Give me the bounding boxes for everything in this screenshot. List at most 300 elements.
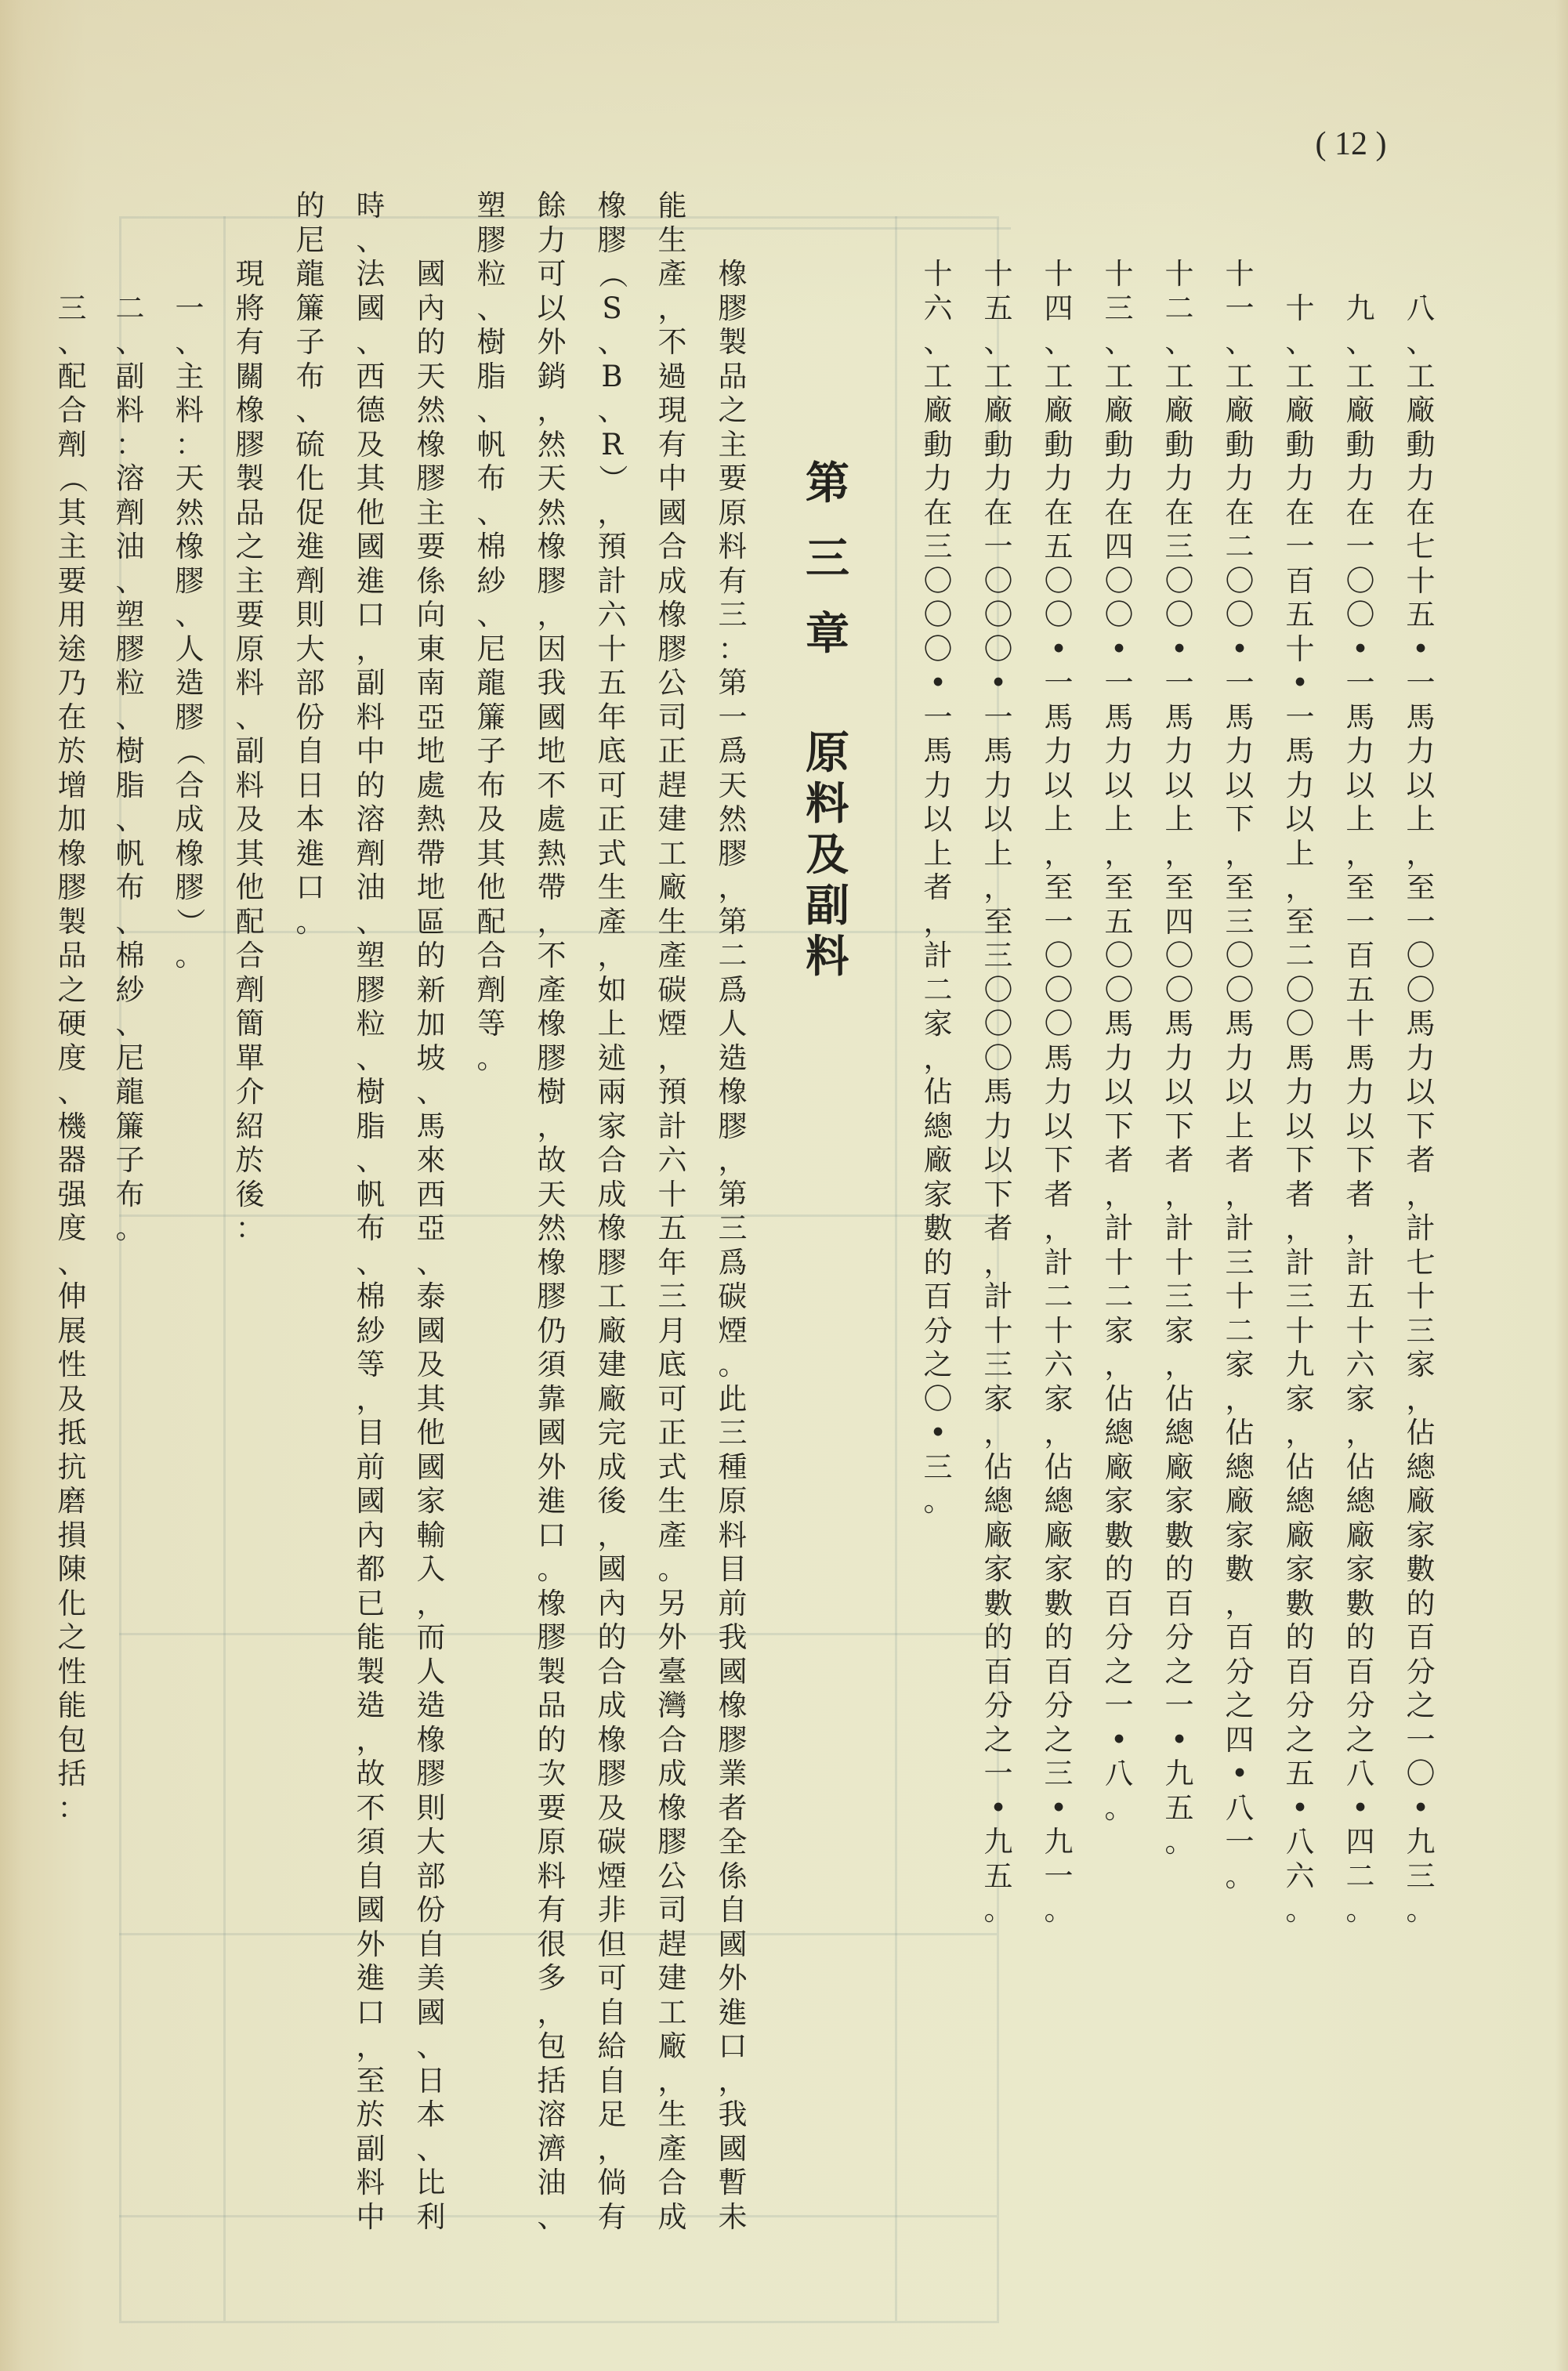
glyph: 泰 <box>416 1280 446 1314</box>
glyph: 十 <box>923 257 953 291</box>
glyph: 促 <box>295 495 325 530</box>
glyph: 樹 <box>537 1075 567 1109</box>
glyph: 〇 <box>1406 1757 1436 1791</box>
glyph: 計 <box>1164 1211 1194 1246</box>
glyph: 。 <box>537 1552 567 1587</box>
glyph: 二 <box>1225 1313 1255 1348</box>
glyph: 趕 <box>657 1927 687 1961</box>
glyph: 廠 <box>1164 393 1194 428</box>
glyph: 力 <box>1285 462 1315 496</box>
glyph: 八 <box>1406 291 1436 325</box>
glyph: 橡 <box>537 1007 567 1041</box>
glyph: 料 <box>235 768 265 802</box>
glyph: • <box>1231 1757 1248 1791</box>
glyph: 有 <box>718 563 748 598</box>
glyph: 塑 <box>476 189 506 223</box>
glyph: 至 <box>1164 871 1194 905</box>
glyph: 以 <box>1044 768 1074 802</box>
glyph: ， <box>1164 836 1194 871</box>
glyph: 八 <box>1104 1757 1134 1791</box>
glyph: 橡 <box>235 393 265 428</box>
glyph: 〇 <box>1044 972 1074 1007</box>
glyph: 膠 <box>718 291 748 325</box>
glyph: 自 <box>718 1893 748 1928</box>
glyph: 〇 <box>923 632 953 666</box>
glyph: ， <box>356 632 386 666</box>
glyph: 、 <box>1345 325 1375 360</box>
glyph: 橡 <box>416 427 446 462</box>
glyph: 。 <box>983 1893 1013 1928</box>
glyph: 力 <box>1225 734 1255 769</box>
glyph: 美 <box>416 1961 446 1996</box>
glyph: 〇 <box>1285 972 1315 1007</box>
glyph: 馬 <box>1345 1041 1375 1075</box>
glyph: 廠 <box>597 1381 627 1416</box>
glyph: • <box>1412 632 1429 666</box>
glyph: 總 <box>983 1484 1013 1519</box>
glyph: 〇 <box>923 1381 953 1416</box>
glyph: 馬 <box>1044 1041 1074 1075</box>
glyph: 、 <box>356 904 386 939</box>
glyph: 者 <box>1164 1143 1194 1178</box>
glyph: 臺 <box>657 1654 687 1689</box>
glyph: 力 <box>1044 462 1074 496</box>
glyph: 都 <box>356 1552 386 1587</box>
glyph: 者 <box>923 871 953 905</box>
glyph: 後 <box>597 1484 627 1519</box>
glyph: 三 <box>1044 1757 1074 1791</box>
glyph: 造 <box>416 1689 446 1723</box>
glyph: 〇 <box>1345 598 1375 632</box>
glyph: • <box>929 666 947 700</box>
glyph: 我 <box>718 2098 748 2132</box>
glyph: ， <box>537 598 567 632</box>
glyph: 。 <box>115 1211 145 1246</box>
glyph: 〇 <box>1225 939 1255 973</box>
glyph: 佔 <box>1225 1416 1255 1450</box>
glyph: 橡 <box>597 1722 627 1757</box>
bleed-through-rule <box>895 216 897 2321</box>
glyph: 廠 <box>1345 393 1375 428</box>
glyph: 分 <box>1406 1654 1436 1689</box>
glyph: 以 <box>1104 1075 1134 1109</box>
glyph: 一 <box>983 700 1013 734</box>
glyph: 用 <box>57 598 87 632</box>
glyph: 佔 <box>1285 1450 1315 1484</box>
glyph: 廠 <box>1345 1518 1375 1552</box>
glyph: 目 <box>718 1552 748 1587</box>
glyph: 合 <box>57 393 87 428</box>
glyph: 法 <box>356 257 386 291</box>
glyph: 種 <box>718 1450 748 1484</box>
glyph: 〇 <box>1044 563 1074 598</box>
glyph: 趕 <box>657 768 687 802</box>
glyph: 一 <box>1044 666 1074 700</box>
list-item-15 <box>980 257 1016 1928</box>
glyph: 十 <box>1345 1313 1375 1348</box>
glyph: 五 <box>1406 598 1436 632</box>
glyph: 膠 <box>537 1280 567 1314</box>
glyph: 造 <box>175 666 205 700</box>
glyph: 橡 <box>718 1075 748 1109</box>
glyph: 利 <box>416 2199 446 2234</box>
glyph: 橡 <box>175 530 205 564</box>
glyph: 之 <box>1164 1654 1194 1689</box>
glyph: 現 <box>657 393 687 428</box>
glyph: 的 <box>1104 1552 1134 1587</box>
glyph: 份 <box>295 700 325 734</box>
glyph: 廠 <box>1044 1518 1074 1552</box>
glyph: 能 <box>657 189 687 223</box>
glyph: 、 <box>1044 325 1074 360</box>
glyph: 力 <box>1164 734 1194 769</box>
glyph: 簾 <box>476 700 506 734</box>
glyph: 百 <box>1406 1620 1436 1655</box>
glyph: 三 <box>983 1348 1013 1382</box>
glyph: 數 <box>1406 1552 1436 1587</box>
glyph: 之 <box>1345 1722 1375 1757</box>
glyph: 廠 <box>1225 393 1255 428</box>
glyph: ： <box>718 632 748 666</box>
glyph: 總 <box>1164 1416 1194 1450</box>
glyph: 五 <box>597 666 627 700</box>
glyph: 年 <box>597 700 627 734</box>
glyph: 本 <box>416 2098 446 2132</box>
list-item-11 <box>1222 257 1258 1893</box>
glyph: 第 <box>718 904 748 939</box>
glyph: 馬 <box>983 1075 1013 1109</box>
glyph: 濟 <box>537 2131 567 2166</box>
glyph: 力 <box>1345 734 1375 769</box>
glyph: ， <box>1104 836 1134 871</box>
glyph: 中 <box>356 2199 386 2234</box>
glyph: 、 <box>295 393 325 428</box>
glyph: ， <box>657 2063 687 2098</box>
glyph: 、 <box>597 325 627 360</box>
glyph: 配 <box>476 904 506 939</box>
glyph: 輸 <box>416 1518 446 1552</box>
glyph: 副 <box>356 2131 386 2166</box>
glyph: 上 <box>1164 802 1194 837</box>
glyph: 國 <box>718 1927 748 1961</box>
glyph: 廠 <box>923 393 953 428</box>
glyph: 、 <box>983 325 1013 360</box>
glyph: 化 <box>57 1586 87 1620</box>
glyph: 。 <box>718 1348 748 1382</box>
glyph: 〇 <box>1406 939 1436 973</box>
glyph: 佔 <box>983 1450 1013 1484</box>
glyph: 五 <box>1345 972 1375 1007</box>
glyph: 中 <box>657 462 687 496</box>
glyph: 、 <box>57 1075 87 1109</box>
glyph: 膠 <box>718 1722 748 1757</box>
glyph: 三 <box>718 1211 748 1246</box>
glyph: 十 <box>1285 632 1315 666</box>
glyph: 月 <box>657 1313 687 1348</box>
glyph: 之 <box>57 1620 87 1655</box>
glyph: 六 <box>1345 1348 1375 1382</box>
glyph: 很 <box>537 1927 567 1961</box>
glyph: 〇 <box>1164 563 1194 598</box>
glyph: 家 <box>1104 1313 1134 1348</box>
glyph: 橡 <box>537 530 567 564</box>
glyph: 廠 <box>1285 393 1315 428</box>
glyph: 以 <box>537 291 567 325</box>
glyph: • <box>1171 1722 1188 1757</box>
glyph: 成 <box>175 802 205 837</box>
glyph: 爲 <box>718 972 748 1007</box>
glyph: 上 <box>597 1007 627 1041</box>
glyph: 一 <box>1285 530 1315 564</box>
glyph: 的 <box>1164 1552 1194 1587</box>
glyph: 不 <box>537 768 567 802</box>
glyph: 倘 <box>597 2166 627 2200</box>
glyph: 料 <box>356 2166 386 2200</box>
glyph: 百 <box>1164 1586 1194 1620</box>
glyph: 計 <box>1345 1245 1375 1280</box>
glyph: 〇 <box>1164 939 1194 973</box>
glyph: 成 <box>597 1689 627 1723</box>
glyph: 三 <box>1225 904 1255 939</box>
glyph: 之 <box>983 1722 1013 1757</box>
glyph: 。 <box>175 939 205 973</box>
glyph: 數 <box>1104 1518 1134 1552</box>
body-column-3 <box>594 189 630 2234</box>
glyph: 。 <box>1345 1893 1375 1928</box>
glyph: 强 <box>57 1177 87 1211</box>
glyph: 數 <box>1044 1586 1074 1620</box>
glyph: 給 <box>597 2029 627 2064</box>
glyph: 棉 <box>476 530 506 564</box>
glyph: 膠 <box>356 972 386 1007</box>
glyph: 伸 <box>57 1280 87 1314</box>
glyph: 百 <box>923 1280 953 1314</box>
glyph: 故 <box>537 1143 567 1178</box>
glyph: 二 <box>1285 939 1315 973</box>
glyph: 比 <box>416 2166 446 2200</box>
glyph: 下 <box>1104 1109 1134 1143</box>
glyph: 計 <box>1044 1245 1074 1280</box>
glyph: 樹 <box>115 734 145 769</box>
glyph: 大 <box>295 632 325 666</box>
glyph: 〇 <box>1164 598 1194 632</box>
glyph: 關 <box>235 359 265 393</box>
glyph: 至 <box>1104 871 1134 905</box>
glyph: 生 <box>657 904 687 939</box>
glyph: 自 <box>597 2063 627 2098</box>
glyph: 煙 <box>657 1007 687 1041</box>
glyph: 分 <box>1164 1620 1194 1655</box>
glyph: 可 <box>597 768 627 802</box>
glyph: 廠 <box>1164 1450 1194 1484</box>
glyph: 主 <box>416 495 446 530</box>
glyph: 三 <box>1164 1280 1194 1314</box>
glyph: ， <box>1285 1416 1315 1450</box>
glyph: 馬 <box>1104 1007 1134 1041</box>
glyph: 百 <box>1044 1654 1074 1689</box>
glyph: 布 <box>476 768 506 802</box>
glyph: 至 <box>1406 871 1436 905</box>
glyph: 廠 <box>983 393 1013 428</box>
glyph: 現 <box>235 257 265 291</box>
glyph: 時 <box>356 189 386 223</box>
glyph: 數 <box>1164 1518 1194 1552</box>
glyph: 預 <box>597 530 627 564</box>
glyph: 可 <box>537 257 567 291</box>
glyph: 家 <box>1164 1313 1194 1348</box>
glyph: 膠 <box>416 462 446 496</box>
glyph: 至 <box>1345 871 1375 905</box>
glyph: 國 <box>416 257 446 291</box>
glyph: 帆 <box>356 1177 386 1211</box>
glyph: 的 <box>295 189 325 223</box>
glyph: S <box>602 291 622 325</box>
glyph: 〇 <box>983 563 1013 598</box>
glyph: 正 <box>657 734 687 769</box>
glyph: 十 <box>1164 1245 1194 1280</box>
glyph: 次 <box>537 1757 567 1791</box>
glyph: 製 <box>718 325 748 360</box>
glyph: 及 <box>416 1348 446 1382</box>
glyph: ： <box>57 1790 87 1825</box>
glyph: 膠 <box>537 563 567 598</box>
glyph: 尼 <box>476 632 506 666</box>
glyph: 十 <box>1406 1280 1436 1314</box>
glyph: • <box>1110 1722 1128 1757</box>
glyph: 全 <box>718 1825 748 1859</box>
glyph: 一 <box>1104 666 1134 700</box>
glyph: 上 <box>1044 802 1074 837</box>
glyph: 劑 <box>295 563 325 598</box>
glyph: 不 <box>537 939 567 973</box>
glyph: 之 <box>923 1348 953 1382</box>
glyph: 至 <box>1225 871 1255 905</box>
glyph: 五 <box>1285 1757 1315 1791</box>
glyph: 至 <box>1285 904 1315 939</box>
glyph: 十 <box>1345 1007 1375 1041</box>
glyph: 兩 <box>597 1075 627 1109</box>
glyph: 七 <box>1406 530 1436 564</box>
glyph: 家 <box>1285 1552 1315 1587</box>
glyph: 括 <box>57 1757 87 1791</box>
glyph: 膠 <box>537 1620 567 1655</box>
glyph: 力 <box>1406 1041 1436 1075</box>
glyph: 廠 <box>1285 1518 1315 1552</box>
glyph: 十 <box>1044 1313 1074 1348</box>
glyph: ： <box>235 1211 265 1246</box>
glyph: 故 <box>356 1757 386 1791</box>
glyph: 下 <box>1164 1109 1194 1143</box>
glyph: 然 <box>175 495 205 530</box>
glyph: 以 <box>1406 1075 1436 1109</box>
glyph: 的 <box>1285 1620 1315 1655</box>
glyph: 八 <box>1345 1757 1375 1791</box>
glyph: 家 <box>1285 1381 1315 1416</box>
glyph: 計 <box>597 563 627 598</box>
glyph: 有 <box>537 1893 567 1928</box>
glyph: 膠 <box>115 632 145 666</box>
glyph: 則 <box>295 598 325 632</box>
glyph: 三 <box>1104 291 1134 325</box>
glyph: 者 <box>1044 1177 1074 1211</box>
glyph: 膠 <box>235 427 265 462</box>
glyph: 脂 <box>356 1109 386 1143</box>
glyph: ， <box>1345 1416 1375 1450</box>
glyph: ， <box>718 871 748 905</box>
glyph: 建 <box>597 1348 627 1382</box>
glyph: 三 <box>718 598 748 632</box>
glyph: 三 <box>1225 1245 1255 1280</box>
glyph: 家 <box>1044 1381 1074 1416</box>
glyph: 五 <box>1044 530 1074 564</box>
glyph: 新 <box>416 972 446 1007</box>
glyph: 底 <box>597 734 627 769</box>
glyph: 抵 <box>57 1416 87 1450</box>
glyph: 總 <box>1104 1416 1134 1450</box>
glyph: 之 <box>1285 1722 1315 1757</box>
glyph: 塑 <box>115 598 145 632</box>
glyph: 帆 <box>476 427 506 462</box>
body-column-7 <box>353 189 389 2234</box>
glyph: 。 <box>1225 1859 1255 1893</box>
glyph: 碳 <box>718 1280 748 1314</box>
glyph: 三 <box>657 1280 687 1314</box>
glyph: 的 <box>597 1620 627 1655</box>
glyph: • <box>1050 632 1067 666</box>
glyph: 布 <box>356 1211 386 1246</box>
glyph: 龍 <box>115 1075 145 1109</box>
glyph: 工 <box>1285 359 1315 393</box>
glyph: 以 <box>923 802 953 837</box>
glyph: 一 <box>1225 1825 1255 1859</box>
glyph: 馬 <box>1406 1007 1436 1041</box>
glyph: 之 <box>1406 1689 1436 1723</box>
glyph: 〇 <box>1285 1007 1315 1041</box>
glyph: 日 <box>416 2063 446 2098</box>
glyph: 〇 <box>923 598 953 632</box>
glyph: 製 <box>57 904 87 939</box>
glyph: 器 <box>57 1143 87 1178</box>
glyph: 橡 <box>416 1722 446 1757</box>
glyph: 計 <box>1225 1211 1255 1246</box>
glyph: ， <box>718 1143 748 1178</box>
glyph: 下 <box>1044 1143 1074 1178</box>
body-column-4 <box>534 189 570 2234</box>
glyph: 一 <box>1285 700 1315 734</box>
glyph: 〇 <box>1225 598 1255 632</box>
glyph: 五 <box>657 1211 687 1246</box>
glyph: 十 <box>1225 257 1255 291</box>
glyph: 其 <box>235 836 265 871</box>
glyph: 國 <box>416 1995 446 2029</box>
glyph: 膠 <box>175 563 205 598</box>
glyph: 等 <box>356 1348 386 1382</box>
glyph: 的 <box>416 939 446 973</box>
glyph: 力 <box>1285 768 1315 802</box>
glyph: 要 <box>57 563 87 598</box>
glyph: 、 <box>115 325 145 360</box>
glyph: 〇 <box>1406 972 1436 1007</box>
glyph: 四 <box>1225 1722 1255 1757</box>
glyph: 十 <box>657 1177 687 1211</box>
glyph: 馬 <box>1104 700 1134 734</box>
glyph: ： <box>115 427 145 462</box>
glyph: 簾 <box>295 291 325 325</box>
glyph: 的 <box>356 768 386 802</box>
glyph: 力 <box>1044 1075 1074 1109</box>
glyph: 下 <box>983 1177 1013 1211</box>
glyph: 西 <box>416 1177 446 1211</box>
